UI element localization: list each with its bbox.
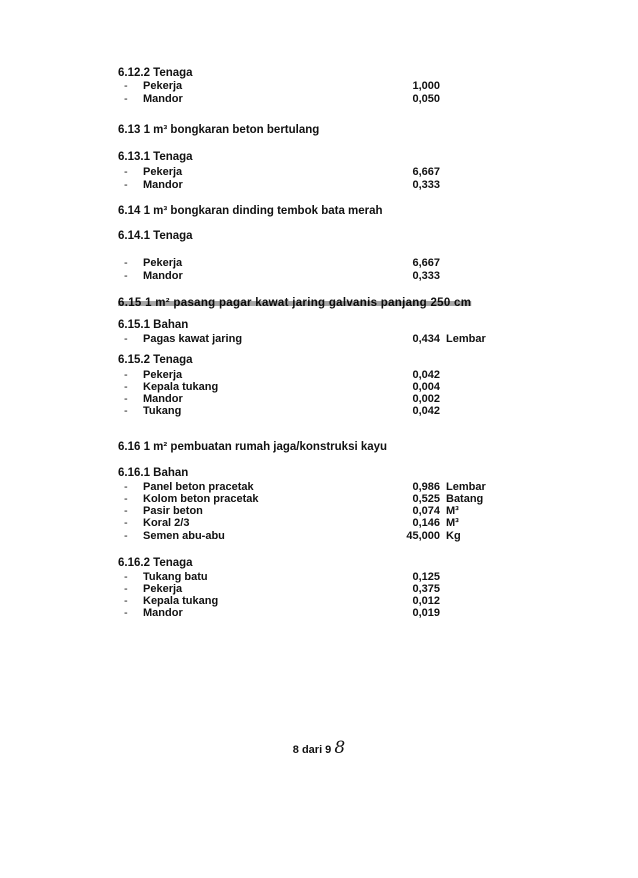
- item-label: Mandor: [143, 179, 183, 191]
- item-row: [0, 404, 638, 418]
- bullet-dash: -: [124, 369, 128, 381]
- heading-text: 6.15 1 m² pasang pagar kawat jaring galvanis panjang 250 cm: [118, 297, 472, 309]
- bullet-dash: -: [124, 571, 128, 583]
- item-label: Tukang: [143, 405, 182, 417]
- item-coefficient: 0,333: [412, 270, 440, 282]
- item-coefficient: 0,125: [412, 571, 440, 583]
- bullet-dash: -: [124, 166, 128, 178]
- item-coefficient: 0,146: [412, 517, 440, 529]
- item-label: Kepala tukang: [143, 595, 219, 607]
- section-heading: [0, 353, 638, 367]
- bullet-dash: -: [124, 505, 128, 517]
- bullet-dash: -: [124, 257, 128, 269]
- item-unit: Lembar: [446, 481, 486, 493]
- bullet-dash: -: [124, 393, 128, 405]
- bullet-dash: -: [124, 405, 128, 417]
- page-footer: [0, 738, 638, 758]
- heading-text: 6.15.2 Tenaga: [118, 354, 193, 366]
- item-label: Mandor: [143, 93, 183, 105]
- item-row: [0, 269, 638, 283]
- item-coefficient: 0,050: [412, 93, 440, 105]
- item-row: [0, 79, 638, 93]
- item-row: [0, 165, 638, 179]
- item-coefficient: 0,434: [412, 333, 440, 345]
- heading-text: 6.16.2 Tenaga: [118, 557, 193, 569]
- section-heading: [0, 440, 638, 454]
- item-label: Koral 2/3: [143, 517, 190, 529]
- item-label: Pekerja: [143, 80, 183, 92]
- section-heading: [0, 123, 638, 137]
- section-heading: [0, 556, 638, 570]
- bullet-dash: -: [124, 270, 128, 282]
- bullet-dash: -: [124, 517, 128, 529]
- section-heading: [0, 204, 638, 218]
- item-label: Kolom beton pracetak: [143, 493, 259, 505]
- item-coefficient: 0,074: [412, 505, 440, 517]
- section-heading: [0, 466, 638, 480]
- item-coefficient: 0,375: [412, 583, 440, 595]
- bullet-dash: -: [124, 607, 128, 619]
- item-row: [0, 256, 638, 270]
- item-coefficient: 45,000: [406, 530, 440, 542]
- bullet-dash: -: [124, 493, 128, 505]
- bullet-dash: -: [124, 481, 128, 493]
- item-coefficient: 0,004: [412, 381, 440, 393]
- item-coefficient: 0,002: [412, 393, 440, 405]
- item-label: Mandor: [143, 607, 183, 619]
- section-heading: [0, 150, 638, 164]
- page-number: 8 dari 9: [292, 744, 332, 756]
- item-label: Mandor: [143, 270, 183, 282]
- bullet-dash: -: [124, 381, 128, 393]
- bullet-dash: -: [124, 333, 128, 345]
- item-coefficient: 0,333: [412, 179, 440, 191]
- heading-text: 6.14.1 Tenaga: [118, 230, 193, 242]
- heading-text: 6.16.1 Bahan: [118, 467, 189, 479]
- item-row: [0, 178, 638, 192]
- item-coefficient: 0,042: [412, 369, 440, 381]
- item-unit: M³: [446, 517, 459, 529]
- handwritten-page-number: 8: [334, 738, 346, 758]
- item-coefficient: 0,012: [412, 595, 440, 607]
- heading-text: 6.16 1 m² pembuatan rumah jaga/konstruksi kayu: [118, 441, 388, 453]
- item-label: Panel beton pracetak: [143, 481, 254, 493]
- bullet-dash: -: [124, 595, 128, 607]
- item-coefficient: 0,986: [412, 481, 440, 493]
- item-unit: Kg: [446, 530, 461, 542]
- item-coefficient: 6,667: [412, 166, 440, 178]
- item-coefficient: 0,525: [412, 493, 440, 505]
- heading-text: 6.13.1 Tenaga: [118, 151, 193, 163]
- bullet-dash: -: [124, 93, 128, 105]
- bullet-dash: -: [124, 530, 128, 542]
- item-label: Tukang batu: [143, 571, 208, 583]
- item-label: Pasir beton: [143, 505, 203, 517]
- bullet-dash: -: [124, 179, 128, 191]
- section-heading: [0, 66, 638, 80]
- section-heading: [0, 318, 638, 332]
- heading-text: 6.13 1 m³ bongkaran beton bertulang: [118, 124, 320, 136]
- item-unit: M³: [446, 505, 459, 517]
- item-row: [0, 516, 638, 530]
- item-label: Pekerja: [143, 166, 183, 178]
- item-coefficient: 0,042: [412, 405, 440, 417]
- item-row: [0, 606, 638, 620]
- item-coefficient: 1,000: [412, 80, 440, 92]
- item-label: Pekerja: [143, 369, 183, 381]
- bullet-dash: -: [124, 583, 128, 595]
- heading-text: 6.15.1 Bahan: [118, 319, 189, 331]
- item-unit: Lembar: [446, 333, 486, 345]
- item-label: Kepala tukang: [143, 381, 219, 393]
- item-unit: Batang: [446, 493, 484, 505]
- item-row: [0, 529, 638, 543]
- item-label: Pekerja: [143, 583, 183, 595]
- heading-text: 6.14 1 m³ bongkaran dinding tembok bata merah: [118, 205, 383, 217]
- item-coefficient: 0,019: [412, 607, 440, 619]
- heading-text: 6.12.2 Tenaga: [118, 67, 193, 79]
- item-row: [0, 92, 638, 106]
- item-label: Pagas kawat jaring: [143, 333, 243, 345]
- item-label: Pekerja: [143, 257, 183, 269]
- item-label: Semen abu-abu: [143, 530, 225, 542]
- bullet-dash: -: [124, 80, 128, 92]
- item-coefficient: 6,667: [412, 257, 440, 269]
- item-label: Mandor: [143, 393, 183, 405]
- item-row: [0, 332, 638, 346]
- section-heading: [0, 229, 638, 243]
- garbled-section-heading: [0, 296, 638, 310]
